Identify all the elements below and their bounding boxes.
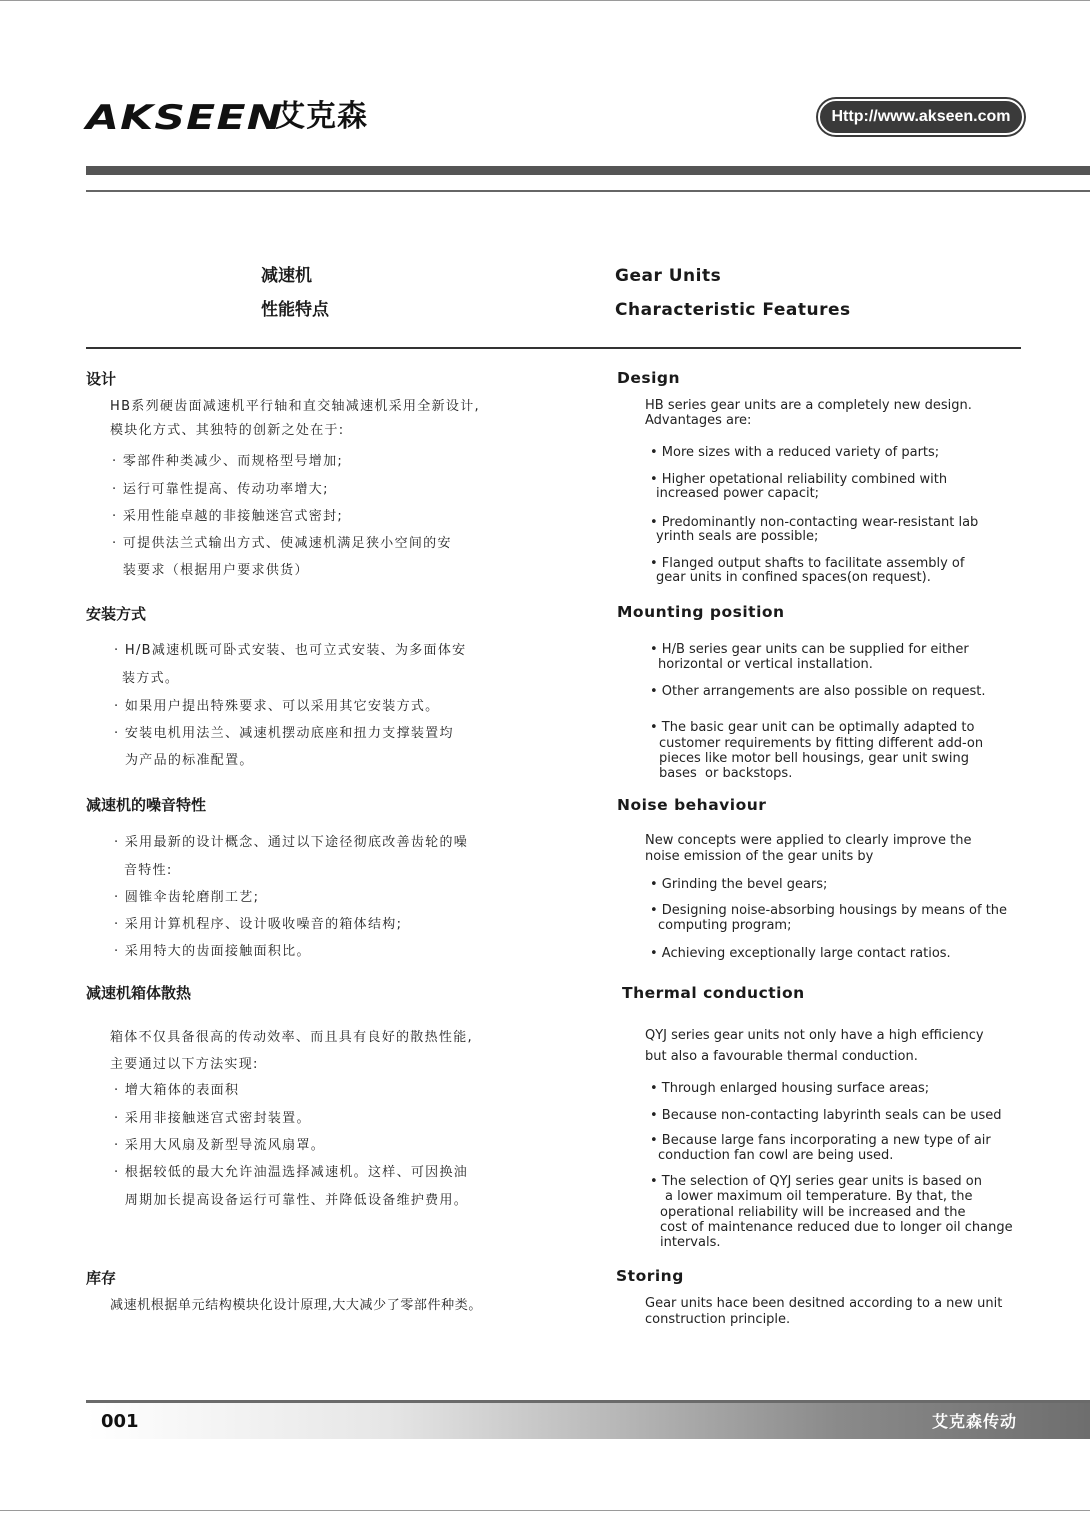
noise-cn-line: · 采用最新的设计概念、通过以下途径彻底改善齿轮的噪 — [114, 835, 469, 850]
header-bar — [86, 166, 1090, 175]
design-en-line: increased power capacit; — [656, 486, 820, 501]
section-heading-en: Thermal conduction — [622, 984, 805, 1002]
thermal-cn-line: 周期加长提高设备运行可靠性、并降低设备维护费用。 — [114, 1193, 469, 1208]
storing-en-line: construction principle. — [645, 1312, 791, 1327]
page-number: 001 — [101, 1411, 139, 1432]
design-en-line: • Predominantly non-contacting wear-resistant lab — [650, 515, 979, 530]
section-heading-cn: 减速机箱体散热 — [86, 984, 192, 1002]
design-en-line: yrinth seals are possible; — [656, 529, 819, 544]
design-en-line: Advantages are: — [645, 413, 752, 428]
thermal-en-line: conduction fan cowl are being used. — [658, 1148, 894, 1163]
design-cn-line: · 可提供法兰式输出方式、使减速机满足狭小空间的安 — [112, 536, 452, 551]
mounting-en-line: • Other arrangements are also possible on request. — [650, 684, 986, 699]
design-cn-line: · 零部件种类减少、而规格型号增加; — [112, 454, 344, 469]
design-en-line: HB series gear units are a completely new design. — [645, 398, 972, 413]
design-cn-line: 模块化方式、其独特的创新之处在于: — [110, 423, 345, 438]
title-cn-gear-units: 减速机 — [261, 266, 312, 286]
mounting-en-line: • The basic gear unit can be optimally adapted to — [650, 720, 975, 735]
akseen-logo: AKSEEN — [86, 98, 284, 138]
thermal-cn-line: · 采用非接触迷宫式密封装置。 — [114, 1111, 311, 1126]
mounting-cn-line: 为产品的标准配置。 — [125, 753, 254, 768]
title-cn-features: 性能特点 — [261, 300, 329, 320]
section-heading-en: Design — [617, 369, 681, 387]
logo-chinese: 艾克森 — [275, 99, 368, 134]
thermal-en-line: intervals. — [660, 1235, 721, 1250]
noise-en-line: computing program; — [658, 918, 792, 933]
thermal-en-line: operational reliability will be increased and the — [660, 1205, 966, 1220]
footer-brand: 艾克森传动 — [932, 1412, 1018, 1431]
title-en-gear-units: Gear Units — [615, 266, 722, 286]
noise-en-line: New concepts were applied to clearly improve the — [645, 833, 972, 848]
section-heading-en: Storing — [616, 1267, 684, 1285]
design-cn-line: HB系列硬齿面减速机平行轴和直交轴减速机采用全新设计, — [110, 399, 480, 414]
section-heading-cn: 设计 — [86, 370, 117, 388]
noise-en-line: • Achieving exceptionally large contact ratios. — [650, 946, 951, 961]
thermal-en-line: • The selection of QYJ series gear units is based on — [650, 1174, 982, 1189]
mounting-cn-line: · 如果用户提出特殊要求、可以采用其它安装方式。 — [114, 699, 440, 714]
thermal-en-line: • Because non-contacting labyrinth seals can be used — [650, 1108, 1002, 1123]
mounting-en-line: horizontal or vertical installation. — [658, 657, 873, 672]
mounting-cn-line: · H/B减速机既可卧式安装、也可立式安装、为多面体安 — [114, 643, 467, 658]
design-en-line: • Flanged output shafts to facilitate assembly of — [650, 556, 965, 571]
thermal-cn-line: · 增大箱体的表面积 — [114, 1083, 240, 1098]
mounting-en-line: customer requirements by fitting different add-on — [659, 736, 984, 751]
storing-cn-line: 减速机根据单元结构模块化设计原理,大大减少了零部件种类。 — [110, 1298, 482, 1313]
header-rule — [86, 190, 1090, 192]
noise-cn-line: · 采用特大的齿面接触面积比。 — [114, 944, 311, 959]
mounting-cn-line: 装方式。 — [122, 671, 180, 686]
top-border — [0, 0, 1090, 1]
section-heading-cn: 安装方式 — [86, 605, 147, 623]
design-cn-line: · 运行可靠性提高、传动功率增大; — [112, 482, 329, 497]
noise-en-line: • Grinding the bevel gears; — [650, 877, 828, 892]
mounting-cn-line: · 安装电机用法兰、减速机摆动底座和扭力支撑装置均 — [114, 726, 454, 741]
noise-en-line: • Designing noise-absorbing housings by means of the — [650, 903, 1008, 918]
thermal-cn-line: 箱体不仅具备很高的传动效率、而且具有良好的散热性能, — [110, 1030, 473, 1045]
section-heading-en: Mounting position — [617, 603, 785, 621]
noise-cn-line: 音特性: — [124, 863, 173, 878]
thermal-cn-line: 主要通过以下方法实现: — [110, 1057, 259, 1072]
website-url: Http://www.akseen.com — [831, 108, 1011, 125]
title-divider — [86, 347, 1021, 349]
noise-cn-line: · 圆锥伞齿轮磨削工艺; — [114, 890, 260, 905]
design-cn-line: · 采用性能卓越的非接触迷宫式密封; — [112, 509, 344, 524]
thermal-en-line: but also a favourable thermal conduction. — [645, 1049, 918, 1064]
design-cn-line: 装要求（根据用户要求供货） — [112, 563, 309, 578]
storing-en-line: Gear units hace been desitned according to a new unit — [645, 1296, 1003, 1311]
mounting-en-line: pieces like motor bell housings, gear unit swing — [659, 751, 969, 766]
design-en-line: • Higher opetational reliability combined with — [650, 472, 948, 487]
noise-cn-line: · 采用计算机程序、设计吸收噪音的箱体结构; — [114, 917, 403, 932]
thermal-en-line: QYJ series gear units not only have a high efficiency — [645, 1028, 984, 1043]
noise-en-line: noise emission of the gear units by — [645, 849, 874, 864]
thermal-en-line: • Because large fans incorporating a new type of air — [650, 1133, 991, 1148]
bottom-border — [0, 1510, 1090, 1511]
design-en-line: • More sizes with a reduced variety of parts; — [650, 445, 940, 460]
section-heading-en: Noise behaviour — [617, 796, 767, 814]
section-heading-cn: 减速机的噪音特性 — [86, 796, 207, 814]
mounting-en-line: • H/B series gear units can be supplied for either — [650, 642, 969, 657]
section-heading-cn: 库存 — [86, 1269, 117, 1287]
thermal-en-line: cost of maintenance reduced due to longer oil change — [660, 1220, 1013, 1235]
website-url-badge[interactable] — [818, 99, 1024, 135]
thermal-en-line: • Through enlarged housing surface areas; — [650, 1081, 930, 1096]
title-en-features: Characteristic Features — [615, 300, 851, 320]
thermal-en-line: a lower maximum oil temperature. By that, the — [665, 1189, 973, 1204]
thermal-cn-line: · 采用大风扇及新型导流风扇罩。 — [114, 1138, 326, 1153]
thermal-cn-line: · 根据较低的最大允许油温选择减速机。这样、可因换油 — [114, 1165, 469, 1180]
mounting-en-line: bases or backstops. — [659, 766, 793, 781]
design-en-line: gear units in confined spaces(on request). — [656, 570, 931, 585]
